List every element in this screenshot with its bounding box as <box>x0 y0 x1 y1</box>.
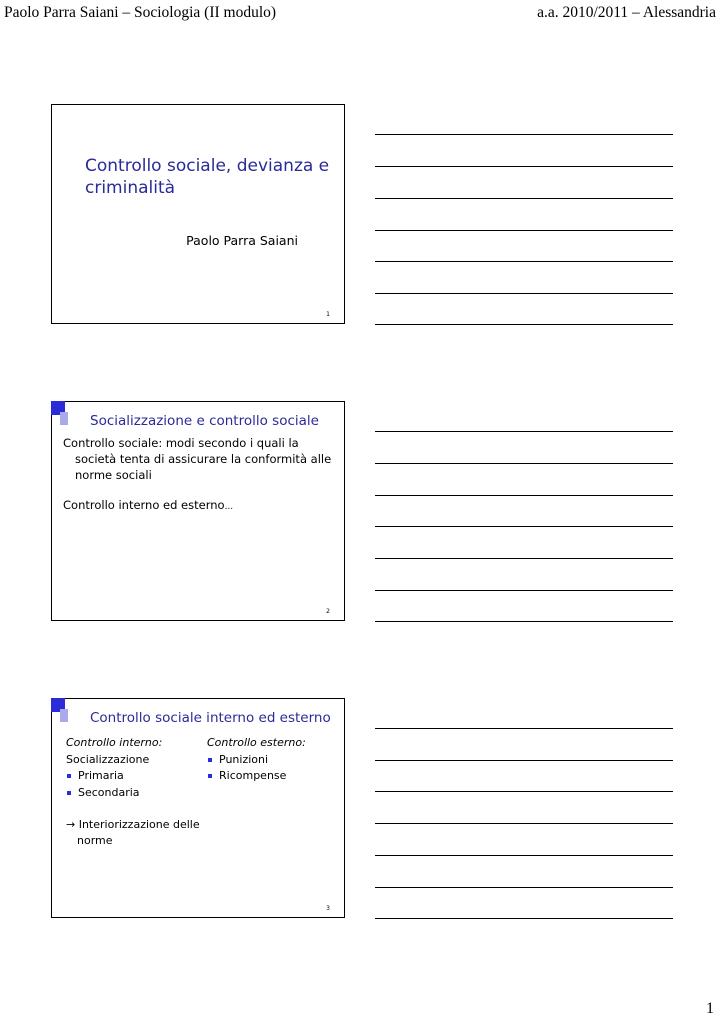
note-line <box>375 558 673 559</box>
column-heading: Controllo interno: <box>66 736 163 749</box>
slide-title: Socializzazione e controllo sociale <box>90 413 319 429</box>
slide-author: Paolo Parra Saiani <box>186 233 298 248</box>
arrow-text-continuation: norme <box>77 834 113 847</box>
slide-3 <box>51 698 345 918</box>
page-number: 1 <box>706 1000 714 1017</box>
note-line <box>375 431 673 432</box>
slide-number: 1 <box>326 311 330 318</box>
note-line <box>375 791 673 792</box>
note-line <box>375 823 673 824</box>
note-line <box>375 526 673 527</box>
right-column <box>207 735 337 785</box>
list-item <box>207 768 337 785</box>
note-line <box>375 887 673 888</box>
square-bullet-icon <box>208 758 212 762</box>
note-line <box>375 261 673 262</box>
note-line <box>375 324 673 325</box>
ellipsis: … <box>224 502 234 512</box>
list-item <box>66 785 206 802</box>
slide-1 <box>51 104 345 324</box>
column-subheading: Socializzazione <box>66 752 150 766</box>
list-item-label: Secondaria <box>78 785 140 799</box>
header-right: a.a. 2010/2011 – Alessandria <box>537 4 716 21</box>
note-line <box>375 760 673 761</box>
slide-title: Controllo sociale, devianza e criminalità <box>85 156 330 198</box>
note-line <box>375 590 673 591</box>
body-paragraph: Controllo sociale: modi secondo i quali la società tenta di assicurare la conformità alle norme sociali <box>63 436 332 482</box>
column-heading: Controllo esterno: <box>207 736 306 749</box>
body-paragraph <box>63 497 333 515</box>
note-line <box>375 166 673 167</box>
slide-2 <box>51 401 345 621</box>
square-bullet-icon <box>67 791 71 795</box>
note-line <box>375 621 673 622</box>
note-line <box>375 918 673 919</box>
list-item-label: Ricompense <box>219 769 287 782</box>
list-item-label: Primaria <box>78 769 124 782</box>
arrow-icon: → <box>66 818 76 831</box>
list-item <box>207 752 337 769</box>
list-item-label: Punizioni <box>219 752 269 766</box>
note-line <box>375 230 673 231</box>
slide-number: 3 <box>326 905 330 912</box>
list-item <box>66 768 206 785</box>
note-line <box>375 495 673 496</box>
note-line <box>375 728 673 729</box>
note-line <box>375 293 673 294</box>
header-left: Paolo Parra Saiani – Sociologia (II modulo) <box>4 4 277 21</box>
slide-title: Controllo sociale interno ed esterno <box>90 710 331 726</box>
arrow-line <box>66 817 206 833</box>
note-line <box>375 198 673 199</box>
left-column <box>66 735 206 848</box>
body-text: Controllo interno ed esterno <box>63 498 225 512</box>
arrow-text: Interiorizzazione delle <box>78 818 200 831</box>
square-bullet-icon <box>208 774 212 778</box>
note-line <box>375 855 673 856</box>
square-bullet-icon <box>67 774 71 778</box>
slide-body <box>63 435 333 515</box>
note-line <box>375 463 673 464</box>
corner-decoration-accent <box>60 412 68 425</box>
corner-decoration-accent <box>60 709 68 722</box>
note-line <box>375 134 673 135</box>
slide-number: 2 <box>326 608 330 615</box>
